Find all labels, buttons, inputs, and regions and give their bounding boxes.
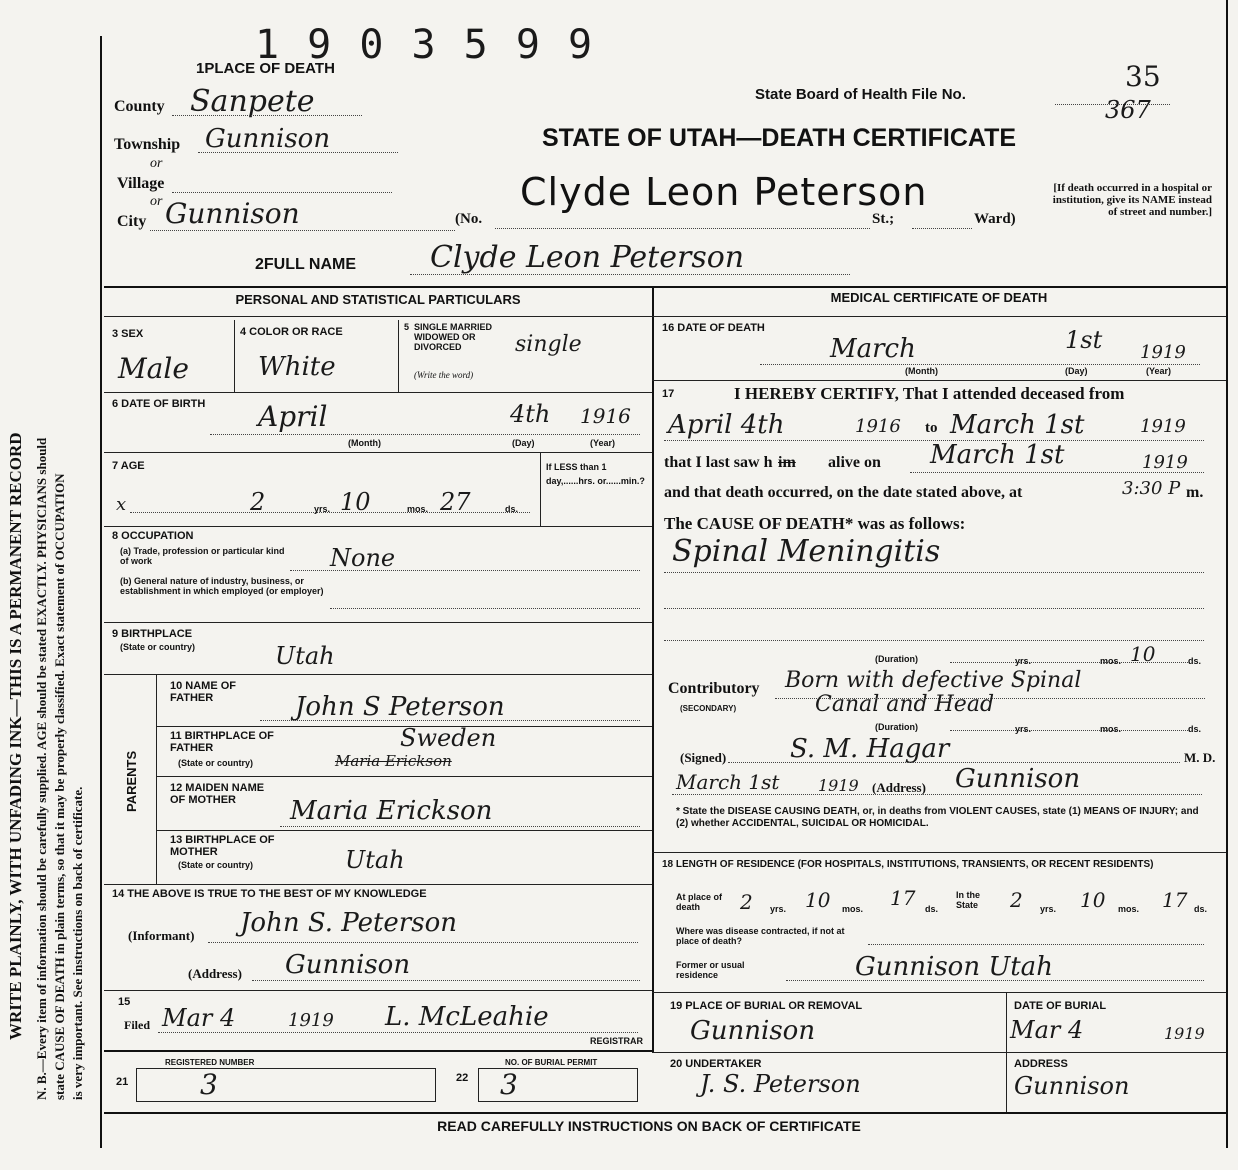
row-sex-bottom bbox=[104, 392, 652, 393]
row-footnote-bottom bbox=[652, 852, 1226, 853]
dob-day: 4th bbox=[510, 400, 551, 428]
county-line bbox=[172, 115, 362, 116]
row-age-bottom bbox=[104, 526, 652, 527]
occupation-b-label: (b) General nature of industry, business, or establishment in which employed (or employer) bbox=[120, 576, 324, 596]
city-value: Gunnison bbox=[165, 197, 300, 230]
marital-write-note: (Write the word) bbox=[414, 370, 474, 380]
mother-line bbox=[280, 826, 640, 827]
color-divider bbox=[398, 320, 399, 392]
undertaker-address-label: ADDRESS bbox=[1014, 1058, 1068, 1070]
dod-day-label: (Day) bbox=[1065, 366, 1088, 376]
contrib-ds-label: ds. bbox=[1188, 724, 1202, 734]
ward-label: Ward) bbox=[974, 211, 1016, 227]
marital-num: 5 bbox=[404, 322, 410, 332]
occupation-b-line bbox=[330, 608, 640, 609]
last-saw-year: 1919 bbox=[1142, 452, 1188, 473]
age-yrs-label: yrs. bbox=[314, 504, 331, 514]
birthplace-label: 9 BIRTHPLACE bbox=[112, 628, 193, 640]
row-filed-bottom bbox=[104, 1050, 652, 1052]
duration-label: (Duration) bbox=[875, 654, 918, 664]
state-yrs-label: yrs. bbox=[1040, 904, 1057, 914]
grid-center bbox=[652, 286, 654, 1052]
last-saw-date: March 1st bbox=[930, 440, 1065, 470]
filed-line bbox=[158, 1032, 638, 1033]
item-17-label: 17 bbox=[662, 388, 675, 400]
undertaker-value: J. S. Peterson bbox=[700, 1070, 861, 1098]
dob-label: 6 DATE OF BIRTH bbox=[112, 398, 206, 410]
right-header-line bbox=[652, 316, 1226, 317]
res-yrs-label: yrs. bbox=[770, 904, 787, 914]
age-line bbox=[130, 512, 530, 513]
registrar-label: REGISTRAR bbox=[590, 1036, 644, 1046]
alive-on-label: alive on bbox=[828, 454, 881, 471]
full-name-value: Clyde Leon Peterson bbox=[430, 240, 745, 275]
permit-header: NO. OF BURIAL PERMIT bbox=[505, 1058, 598, 1067]
last-saw-struck: im bbox=[778, 454, 796, 471]
former-res-line bbox=[786, 980, 1204, 981]
registrar-signature: L. McLeahie bbox=[385, 1002, 549, 1032]
signed-value: S. M. Hagar bbox=[790, 734, 950, 764]
last-saw-text: that I last saw h bbox=[664, 454, 773, 471]
parents-label: PARENTS bbox=[124, 750, 139, 812]
dod-year: 1919 bbox=[1140, 342, 1186, 363]
reg-number-value: 3 bbox=[200, 1068, 218, 1101]
street-no-label: (No. bbox=[455, 211, 483, 227]
side-warning-text: WRITE PLAINLY, WITH UNFADING INK—THIS IS A PERMANENT RECORD bbox=[6, 432, 25, 1040]
age-divider bbox=[540, 452, 541, 526]
residence-label: 18 LENGTH OF RESIDENCE (FOR HOSPITALS, INSTITUTIONS, TRANSIENTS, OR RECENT RESIDENTS) bbox=[662, 859, 1154, 870]
age-label: 7 AGE bbox=[112, 460, 145, 472]
father-value: John S Peterson bbox=[295, 692, 505, 722]
color-value: White bbox=[258, 352, 336, 382]
dod-year-label: (Year) bbox=[1146, 366, 1172, 376]
grid-top bbox=[104, 286, 1226, 288]
marital-value: single bbox=[515, 332, 582, 357]
res-yrs: 2 bbox=[740, 890, 753, 914]
occupation-a-label: (a) Trade, profession or particular kind of work bbox=[120, 546, 285, 566]
knowledge-label: 14 THE ABOVE IS TRUE TO THE BEST OF MY KNOWLEDGE bbox=[112, 888, 427, 900]
contrib-duration-label: (Duration) bbox=[875, 722, 918, 732]
street-line bbox=[495, 228, 870, 229]
dob-year-label: (Year) bbox=[590, 438, 616, 448]
cause-label: The CAUSE OF DEATH* was as follows: bbox=[664, 514, 966, 533]
at-place-label: At place of death bbox=[676, 892, 723, 912]
res-ds: 17 bbox=[890, 886, 916, 910]
hospital-note: [If death occurred in a hospital or institution, give its NAME instead of street and number.] bbox=[1052, 182, 1212, 218]
sex-label: 3 SEX bbox=[112, 328, 144, 340]
father-birthplace-label: 11 BIRTHPLACE OF FATHER bbox=[170, 730, 274, 754]
st-label: St.; bbox=[872, 211, 895, 227]
former-res-value: Gunnison Utah bbox=[855, 952, 1053, 982]
informant-value: John S. Peterson bbox=[240, 908, 457, 938]
contributory-line bbox=[775, 698, 1205, 699]
contrib-duration-line bbox=[950, 730, 1190, 731]
undertaker-address-value: Gunnison bbox=[1014, 1072, 1130, 1100]
last-saw-line bbox=[910, 472, 1204, 473]
full-name-line bbox=[410, 274, 850, 275]
in-state-label: In the State bbox=[956, 890, 980, 910]
footnote: * State the DISEASE CAUSING DEATH, or, in deaths from VIOLENT CAUSES, state (1) MEANS OF INJURY; and (2) whether ACCIDENTAL, SUICIDAL OR HOMICIDAL. bbox=[676, 806, 1199, 829]
row-informant-bottom bbox=[104, 990, 652, 991]
contracted-line bbox=[868, 944, 1204, 945]
filed-date: Mar 4 bbox=[162, 1004, 236, 1032]
state-mos-label: mos. bbox=[1118, 904, 1140, 914]
informant-address-line bbox=[252, 980, 640, 981]
ward-line bbox=[912, 228, 972, 229]
dob-year: 1916 bbox=[580, 404, 631, 428]
state-yrs: 2 bbox=[1010, 888, 1023, 912]
left-border bbox=[100, 36, 102, 1148]
mother-birthplace-label: 13 BIRTHPLACE OF MOTHER bbox=[170, 834, 275, 858]
side-instructions-line1: N. B.—Every item of information should be carefully supplied. AGE should be stated EXACTLY. PHYSICIANS should bbox=[34, 437, 49, 1100]
state-file-label: State Board of Health File No. bbox=[755, 86, 966, 103]
father-birthplace-struck: Maria Erickson bbox=[335, 752, 452, 770]
duration-mos-label: mos. bbox=[1100, 656, 1122, 666]
attended-from-year: 1916 bbox=[855, 416, 901, 437]
attended-from: April 4th bbox=[668, 410, 785, 440]
marital-options: SINGLE MARRIED WIDOWED OR DIVORCED bbox=[414, 322, 493, 352]
sex-divider bbox=[234, 320, 235, 392]
row-mother-bottom bbox=[156, 830, 652, 831]
row-burial-bottom bbox=[652, 1052, 1226, 1053]
attended-to-year: 1919 bbox=[1140, 416, 1186, 437]
color-label: 4 COLOR OR RACE bbox=[240, 326, 343, 338]
father-label: 10 NAME OF FATHER bbox=[170, 680, 237, 704]
dod-month-label: (Month) bbox=[905, 366, 938, 376]
age-days: 27 bbox=[440, 488, 471, 516]
county-value: Sanpete bbox=[190, 84, 315, 119]
death-time: 3:30 P bbox=[1122, 478, 1181, 499]
or-label-1: or bbox=[150, 156, 163, 171]
contributory-line1: Born with defective Spinal bbox=[785, 668, 1082, 693]
state-file-number-bottom: 367 bbox=[1105, 96, 1151, 124]
father-birthplace-value: Sweden bbox=[400, 724, 497, 752]
age-marker: x bbox=[116, 494, 127, 515]
reg-number-box bbox=[136, 1068, 436, 1102]
contrib-yrs-label: yrs. bbox=[1015, 724, 1032, 734]
less-than-note: If LESS than 1 day,......hrs. or......min.? bbox=[546, 462, 645, 486]
place-of-death-label: 1PLACE OF DEATH bbox=[196, 60, 335, 77]
filed-year: 1919 bbox=[288, 1010, 334, 1031]
reg-number-label: 21 bbox=[116, 1076, 129, 1088]
res-ds-label: ds. bbox=[925, 904, 939, 914]
to-label: to bbox=[925, 420, 938, 436]
occupation-value: None bbox=[330, 544, 396, 572]
county-label: County bbox=[114, 98, 165, 115]
side-instructions-line2: state CAUSE OF DEATH in plain terms, so that it may be properly classified. Exact statement of OCCUPATION bbox=[52, 473, 67, 1100]
res-mos: 10 bbox=[805, 888, 831, 912]
mother-value: Maria Erickson bbox=[290, 796, 493, 826]
burial-year-value: 1919 bbox=[1164, 1024, 1205, 1043]
signed-label: (Signed) bbox=[680, 750, 727, 765]
attended-to: March 1st bbox=[950, 410, 1085, 440]
village-label: Village bbox=[117, 175, 165, 192]
grid-bottom bbox=[104, 1112, 1226, 1114]
medical-header: MEDICAL CERTIFICATE OF DEATH bbox=[830, 290, 1048, 305]
burial-label: 19 PLACE OF BURIAL OR REMOVAL bbox=[670, 1000, 863, 1012]
dob-line bbox=[210, 434, 640, 435]
file-number-stamp: 1 9 0 3 5 9 9 bbox=[255, 22, 595, 68]
md-label: M. D. bbox=[1184, 750, 1216, 765]
mother-birthplace-sub: (State or country) bbox=[178, 860, 254, 870]
or-label-2: or bbox=[150, 194, 163, 209]
dod-line bbox=[760, 364, 1200, 365]
secondary-label: (SECONDARY) bbox=[680, 704, 737, 713]
row-dob-bottom bbox=[104, 452, 652, 453]
cause-line-1 bbox=[664, 572, 1204, 573]
dob-day-label: (Day) bbox=[512, 438, 535, 448]
former-res-label: Former or usual residence bbox=[676, 960, 745, 980]
row-birthplace-bottom bbox=[104, 674, 652, 675]
birthplace-value: Utah bbox=[275, 642, 335, 670]
dob-month: April bbox=[258, 400, 328, 433]
state-ds: 17 bbox=[1162, 888, 1188, 912]
city-line bbox=[150, 230, 455, 231]
burial-date-value: Mar 4 bbox=[1010, 1016, 1084, 1044]
burial-place-value: Gunnison bbox=[690, 1016, 816, 1046]
age-mos-label: mos. bbox=[407, 504, 429, 514]
occupation-a-line bbox=[290, 570, 640, 571]
dod-day: 1st bbox=[1065, 326, 1103, 354]
birthplace-sub: (State or country) bbox=[120, 642, 196, 652]
res-mos-label: mos. bbox=[842, 904, 864, 914]
row-dod-bottom bbox=[652, 380, 1226, 381]
signed-date: March 1st bbox=[676, 770, 780, 794]
contributory-label: Contributory bbox=[668, 680, 760, 697]
cause-value: Spinal Meningitis bbox=[672, 534, 941, 569]
certificate-title: STATE OF UTAH—DEATH CERTIFICATE bbox=[542, 124, 1017, 152]
contrib-mos-label: mos. bbox=[1100, 724, 1122, 734]
row-residence-bottom bbox=[652, 992, 1226, 993]
informant-address-value: Gunnison bbox=[285, 950, 411, 980]
medical-address-line bbox=[672, 794, 1202, 795]
contracted-label: Where was disease contracted, if not at place of death? bbox=[676, 926, 845, 946]
undertaker-label: 20 UNDERTAKER bbox=[670, 1058, 762, 1070]
father-birthplace-sub: (State or country) bbox=[178, 758, 254, 768]
signed-year: 1919 bbox=[818, 776, 859, 795]
signed-line bbox=[728, 762, 1180, 763]
duration-ds-label: ds. bbox=[1188, 656, 1202, 666]
state-mos: 10 bbox=[1080, 888, 1106, 912]
sex-value: Male bbox=[118, 352, 189, 385]
medical-address-value: Gunnison bbox=[955, 764, 1081, 794]
item-15-label: 15 bbox=[118, 996, 131, 1008]
cause-line-2 bbox=[664, 608, 1204, 609]
informant-line bbox=[208, 942, 638, 943]
typed-name: Clyde Leon Peterson bbox=[520, 170, 928, 214]
permit-number-label: 22 bbox=[456, 1072, 469, 1084]
duration-yrs-label: yrs. bbox=[1015, 656, 1032, 666]
contributory-line2: Canal and Head bbox=[815, 692, 995, 717]
row-mother-bp-bottom bbox=[104, 884, 652, 885]
age-months: 10 bbox=[340, 488, 371, 516]
bottom-instructions: READ CAREFULLY INSTRUCTIONS ON BACK OF CERTIFICATE bbox=[437, 1118, 861, 1134]
permit-number-value: 3 bbox=[500, 1068, 518, 1101]
death-time-m-label: m. bbox=[1186, 484, 1204, 501]
burial-date-label: DATE OF BURIAL bbox=[1014, 1000, 1107, 1012]
duration-mos: 10 bbox=[1130, 642, 1156, 666]
state-ds-label: ds. bbox=[1194, 904, 1208, 914]
township-value: Gunnison bbox=[205, 124, 331, 154]
certify-text: I HEREBY CERTIFY, That I attended deceased from bbox=[734, 384, 1125, 403]
personal-header: PERSONAL AND STATISTICAL PARTICULARS bbox=[235, 292, 521, 307]
dob-month-label: (Month) bbox=[348, 438, 381, 448]
city-label: City bbox=[117, 213, 147, 230]
mother-label: 12 MAIDEN NAME OF MOTHER bbox=[170, 782, 265, 806]
informant-label: (Informant) bbox=[128, 928, 195, 943]
medical-address-label: (Address) bbox=[872, 780, 926, 795]
reg-number-header: REGISTERED NUMBER bbox=[165, 1058, 255, 1067]
informant-address-label: (Address) bbox=[188, 966, 242, 981]
township-line bbox=[198, 152, 398, 153]
filed-label: Filed bbox=[124, 1018, 150, 1032]
age-years: 2 bbox=[250, 488, 266, 516]
row-occupation-bottom bbox=[104, 622, 652, 623]
right-border bbox=[1226, 0, 1228, 1148]
occupation-label: 8 OCCUPATION bbox=[112, 530, 194, 542]
village-line bbox=[172, 192, 392, 193]
side-instructions-line3: is very important. See instructions on back of certificate. bbox=[70, 786, 85, 1100]
cause-line-3 bbox=[664, 640, 1204, 641]
father-line bbox=[260, 720, 640, 721]
dod-month: March bbox=[830, 334, 916, 364]
mother-birthplace-value: Utah bbox=[345, 846, 405, 874]
parents-divider bbox=[156, 674, 157, 884]
full-name-label: 2FULL NAME bbox=[255, 256, 357, 273]
row-father-bp-bottom bbox=[156, 776, 652, 777]
township-label: Township bbox=[114, 136, 181, 153]
dod-label: 16 DATE OF DEATH bbox=[662, 322, 765, 334]
state-file-number-top: 35 bbox=[1125, 60, 1161, 93]
left-header-line bbox=[104, 316, 652, 317]
death-occurred-text: and that death occurred, on the date stated above, at bbox=[664, 484, 1023, 501]
age-ds-label: ds. bbox=[505, 504, 519, 514]
